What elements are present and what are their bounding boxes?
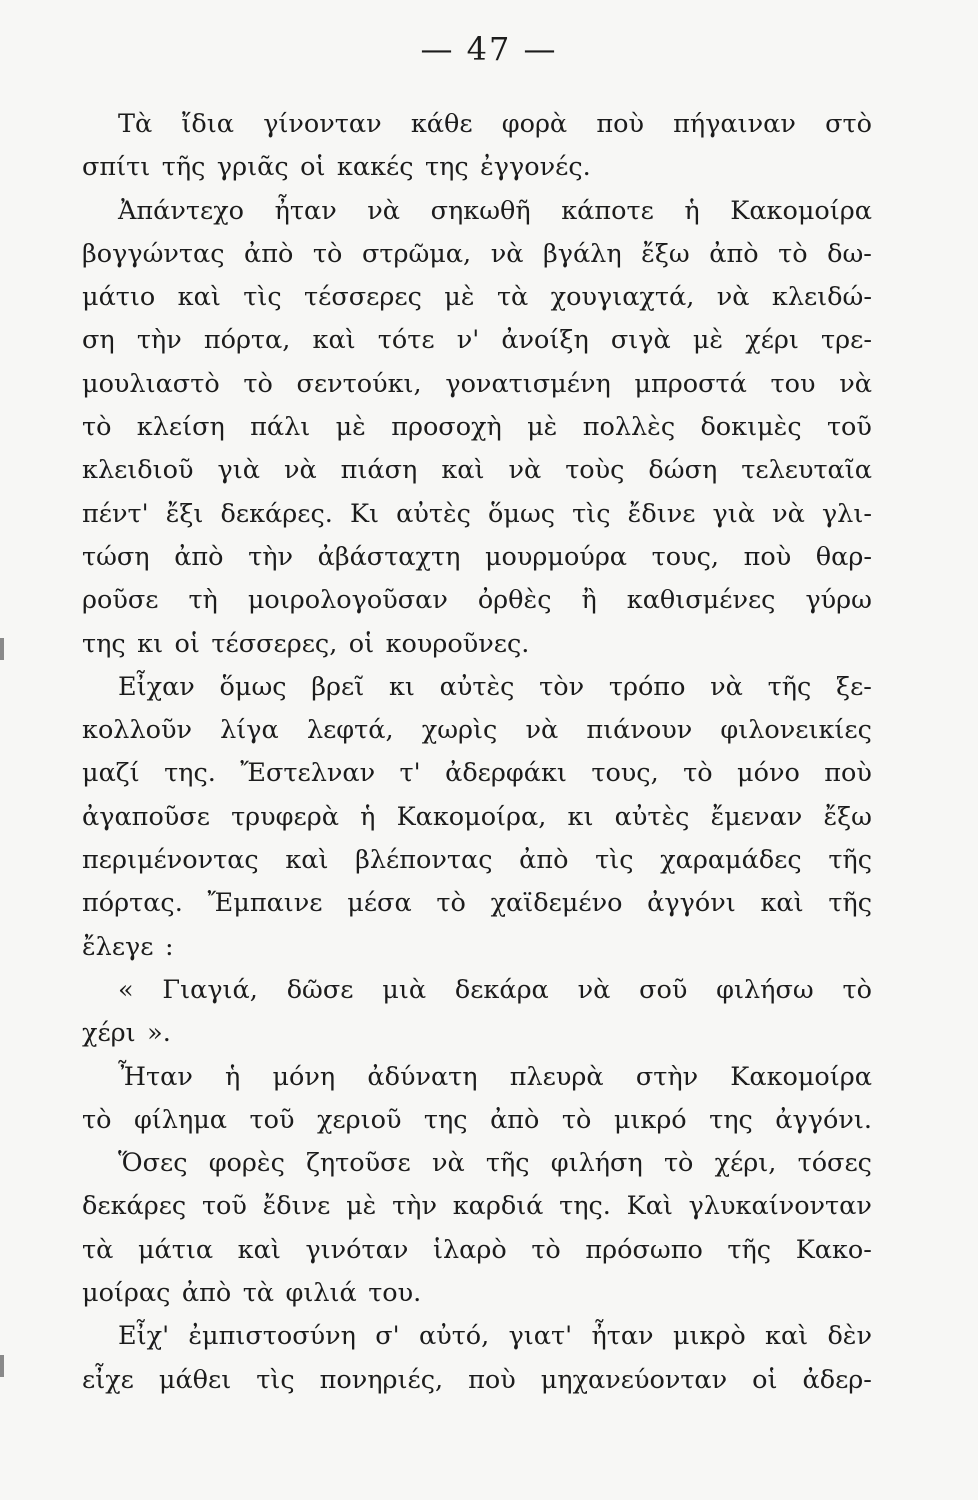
page-text [82,103,872,1402]
text-line: εἶχε μάθει τὶς πονηριές, ποὺ μηχανεύονταν οἱ ἀδερ- [82,1364,872,1395]
text-line: κλειδιοῦ γιὰ νὰ πιάση καὶ νὰ τοὺς δώση τελευταῖα [82,455,872,486]
text-line: Τὰ ἴδια γίνονταν κάθε φορὰ ποὺ πήγαιναν στὸ [118,109,872,139]
text-line: Εἶχαν ὅμως βρεῖ κι αὐτὲς τὸν τρόπο νὰ τῆς ξε- [118,671,872,702]
text-line: ση τὴν πόρτα, καὶ τότε ν' ἀνοίξη σιγὰ μὲ χέρι τρε- [82,325,872,356]
scan-edge-mark [0,638,4,660]
text-line: βογγώντας ἀπὸ τὸ στρῶμα, νὰ βγάλη ἔξω ἀπὸ τὸ δω- [82,238,872,269]
text-line: Ἀπάντεχο ἦταν νὰ σηκωθῆ κάποτε ἡ Κακομοίρα [118,195,872,226]
text-line: πόρτας. Ἔμπαινε μέσα τὸ χαϊδεμένο ἀγγόνι καὶ τῆς [82,888,872,919]
text-line: σπίτι τῆς γριᾶς οἱ κακές της ἐγγονές. [82,152,591,183]
text-line: τὰ μάτια καὶ γινόταν ἱλαρὸ τὸ πρόσωπο τῆς Κακο- [82,1234,872,1265]
text-line: της κι οἱ τέσσερες, οἱ κουροῦνες. [82,628,530,659]
text-line: « Γιαγιά, δῶσε μιὰ δεκάρα νὰ σοῦ φιλήσω τὸ [118,974,872,1005]
text-line: τὸ κλείση πάλι μὲ προσοχὴ μὲ πολλὲς δοκιμὲς τοῦ [82,412,872,443]
text-line: κολλοῦν λίγα λεφτά, χωρὶς νὰ πιάνουν φιλονεικίες [82,715,872,746]
text-line: ἔλεγε : [82,931,174,962]
text-line: Εἶχ' ἐμπιστοσύνη σ' αὐτό, γιατ' ἦταν μικρὸ καὶ δὲν [118,1321,872,1352]
text-line: μαζί της. Ἔστελναν τ' ἀδερφάκι τους, τὸ μόνο ποὺ [82,758,872,789]
page-number: — 47 — [420,30,558,68]
scan-edge-mark [0,1355,4,1377]
text-line: ροῦσε τὴ μοιρολογοῦσαν ὀρθὲς ἢ καθισμένες γύρω [82,585,872,616]
text-line: δεκάρες τοῦ ἔδινε μὲ τὴν καρδιά της. Καὶ γλυκαίνονταν [82,1191,872,1222]
text-line: χέρι ». [82,1018,171,1049]
text-line: Ἦταν ἡ μόνη ἀδύνατη πλευρὰ στὴν Κακομοίρα [118,1061,872,1092]
text-line: μουλιαστὸ τὸ σεντούκι, γονατισμένη μπροστά του νὰ [82,368,872,399]
text-line: μοίρας ἀπὸ τὰ φιλιά του. [82,1278,422,1309]
text-line: τώση ἀπὸ τὴν ἀβάσταχτη μουρμούρα τους, ποὺ θαρ- [82,541,872,572]
text-line: πέντ' ἔξι δεκάρες. Κι αὐτὲς ὅμως τὶς ἔδινε γιὰ νὰ γλι- [82,498,872,529]
text-line: Ὅσες φορὲς ζητοῦσε νὰ τῆς φιλήση τὸ χέρι, τόσες [118,1148,872,1179]
text-line: μάτιο καὶ τὶς τέσσερες μὲ τὰ χουγιαχτά, νὰ κλειδώ- [82,282,872,313]
text-line: ἀγαποῦσε τρυφερὰ ἡ Κακομοίρα, κι αὐτὲς ἔμεναν ἔξω [82,801,872,832]
text-line: τὸ φίλημα τοῦ χεριοῦ της ἀπὸ τὸ μικρό της ἀγγόνι. [82,1104,872,1135]
text-line: περιμένοντας καὶ βλέποντας ἀπὸ τὶς χαραμάδες τῆς [82,845,872,876]
